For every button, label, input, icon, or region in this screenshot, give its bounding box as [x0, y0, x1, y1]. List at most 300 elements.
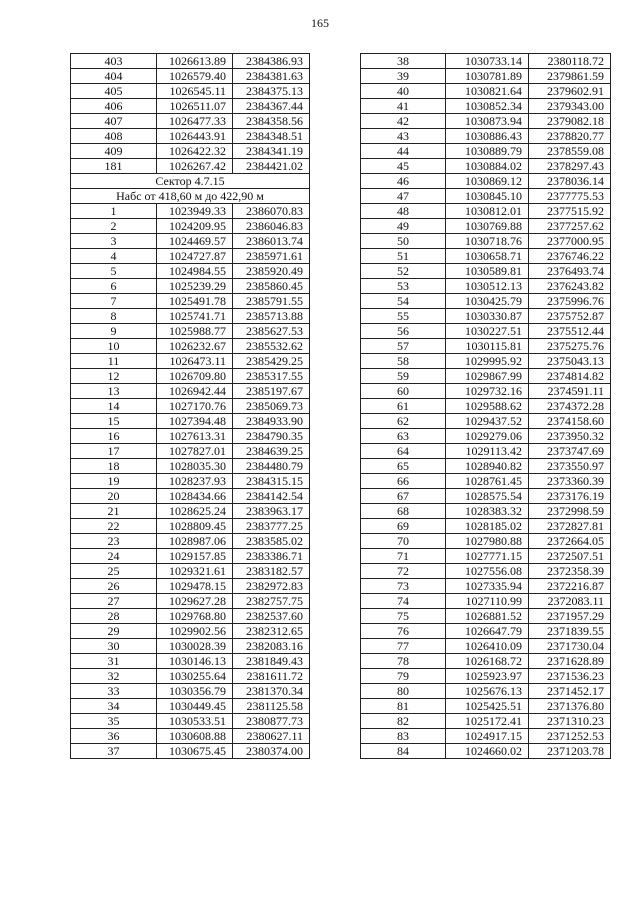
point-number-cell: 9	[71, 324, 157, 339]
x-coordinate-cell: 1030589.81	[446, 264, 529, 279]
table-row	[71, 159, 310, 174]
table-row	[71, 474, 310, 489]
table-row	[71, 204, 310, 219]
x-coordinate-cell: 1026422.32	[157, 144, 233, 159]
y-coordinate-cell: 2375752.87	[529, 309, 611, 324]
table-row	[361, 324, 611, 339]
y-coordinate-cell: 2385069.73	[233, 399, 310, 414]
y-coordinate-cell: 2373950.32	[529, 429, 611, 444]
sector-subtitle-row	[71, 189, 310, 204]
table-row	[361, 609, 611, 624]
x-coordinate-cell: 1030255.64	[157, 669, 233, 684]
y-coordinate-cell: 2371376.80	[529, 699, 611, 714]
y-coordinate-cell: 2384639.25	[233, 444, 310, 459]
x-coordinate-cell: 1030146.13	[157, 654, 233, 669]
x-coordinate-cell: 1028383.32	[446, 504, 529, 519]
table-row	[361, 429, 611, 444]
sector-title: Сектор 4.7.15	[71, 174, 310, 189]
y-coordinate-cell: 2375996.76	[529, 294, 611, 309]
table-row	[361, 564, 611, 579]
x-coordinate-cell: 1026477.33	[157, 114, 233, 129]
y-coordinate-cell: 2383777.25	[233, 519, 310, 534]
y-coordinate-cell: 2385791.55	[233, 294, 310, 309]
y-coordinate-cell: 2371730.04	[529, 639, 611, 654]
x-coordinate-cell: 1028434.66	[157, 489, 233, 504]
point-number-cell: 12	[71, 369, 157, 384]
x-coordinate-cell: 1029321.61	[157, 564, 233, 579]
point-number-cell: 5	[71, 264, 157, 279]
table-row	[71, 84, 310, 99]
point-number-cell: 70	[361, 534, 446, 549]
table-row	[361, 699, 611, 714]
y-coordinate-cell: 2378036.14	[529, 174, 611, 189]
y-coordinate-cell: 2371628.89	[529, 654, 611, 669]
table-row	[71, 549, 310, 564]
y-coordinate-cell: 2384381.63	[233, 69, 310, 84]
table-row	[71, 624, 310, 639]
x-coordinate-cell: 1030821.64	[446, 84, 529, 99]
table-row	[361, 669, 611, 684]
x-coordinate-cell: 1027335.94	[446, 579, 529, 594]
y-coordinate-cell: 2385860.45	[233, 279, 310, 294]
y-coordinate-cell: 2384142.54	[233, 489, 310, 504]
y-coordinate-cell: 2380374.00	[233, 744, 310, 759]
point-number-cell: 76	[361, 624, 446, 639]
y-coordinate-cell: 2371252.53	[529, 729, 611, 744]
point-number-cell: 82	[361, 714, 446, 729]
table-row	[71, 444, 310, 459]
y-coordinate-cell: 2372083.11	[529, 594, 611, 609]
y-coordinate-cell: 2385532.62	[233, 339, 310, 354]
y-coordinate-cell: 2374372.28	[529, 399, 611, 414]
point-number-cell: 28	[71, 609, 157, 624]
point-number-cell: 30	[71, 639, 157, 654]
point-number-cell: 40	[361, 84, 446, 99]
point-number-cell: 79	[361, 669, 446, 684]
table-row	[71, 639, 310, 654]
x-coordinate-cell: 1026942.44	[157, 384, 233, 399]
point-number-cell: 57	[361, 339, 446, 354]
x-coordinate-cell: 1024660.02	[446, 744, 529, 759]
x-coordinate-cell: 1024469.57	[157, 234, 233, 249]
table-row	[71, 414, 310, 429]
table-row	[71, 339, 310, 354]
table-row	[361, 234, 611, 249]
x-coordinate-cell: 1030425.79	[446, 294, 529, 309]
point-number-cell: 38	[361, 54, 446, 69]
table-row	[71, 714, 310, 729]
y-coordinate-cell: 2385713.88	[233, 309, 310, 324]
point-number-cell: 1	[71, 204, 157, 219]
table-row	[71, 654, 310, 669]
y-coordinate-cell: 2383585.02	[233, 534, 310, 549]
y-coordinate-cell: 2385971.61	[233, 249, 310, 264]
x-coordinate-cell: 1025988.77	[157, 324, 233, 339]
table-row	[71, 744, 310, 759]
y-coordinate-cell: 2385627.53	[233, 324, 310, 339]
point-number-cell: 56	[361, 324, 446, 339]
y-coordinate-cell: 2372664.05	[529, 534, 611, 549]
x-coordinate-cell: 1026579.40	[157, 69, 233, 84]
point-number-cell: 59	[361, 369, 446, 384]
table-row	[71, 429, 310, 444]
point-number-cell: 44	[361, 144, 446, 159]
point-number-cell: 17	[71, 444, 157, 459]
y-coordinate-cell: 2377257.62	[529, 219, 611, 234]
point-number-cell: 35	[71, 714, 157, 729]
table-row	[361, 279, 611, 294]
x-coordinate-cell: 1028987.06	[157, 534, 233, 549]
point-number-cell: 47	[361, 189, 446, 204]
point-number-cell: 22	[71, 519, 157, 534]
table-row	[361, 219, 611, 234]
x-coordinate-cell: 1026881.52	[446, 609, 529, 624]
table-row	[71, 234, 310, 249]
point-number-cell: 25	[71, 564, 157, 579]
sector-header	[71, 174, 310, 204]
point-number-cell: 16	[71, 429, 157, 444]
point-number-cell: 6	[71, 279, 157, 294]
x-coordinate-cell: 1027613.31	[157, 429, 233, 444]
y-coordinate-cell: 2382972.83	[233, 579, 310, 594]
x-coordinate-cell: 1027827.01	[157, 444, 233, 459]
y-coordinate-cell: 2373747.69	[529, 444, 611, 459]
table-row	[361, 339, 611, 354]
x-coordinate-cell: 1030884.02	[446, 159, 529, 174]
x-coordinate-cell: 1026232.67	[157, 339, 233, 354]
point-number-cell: 26	[71, 579, 157, 594]
table-row	[361, 594, 611, 609]
y-coordinate-cell: 2383963.17	[233, 504, 310, 519]
x-coordinate-cell: 1026410.09	[446, 639, 529, 654]
x-coordinate-cell: 1029995.92	[446, 354, 529, 369]
table-row	[361, 744, 611, 759]
x-coordinate-cell: 1027980.88	[446, 534, 529, 549]
point-number-cell: 49	[361, 219, 446, 234]
table-row	[71, 294, 310, 309]
table-row	[71, 369, 310, 384]
table-row	[361, 654, 611, 669]
table-row	[71, 144, 310, 159]
y-coordinate-cell: 2378297.43	[529, 159, 611, 174]
y-coordinate-cell: 2380627.11	[233, 729, 310, 744]
y-coordinate-cell: 2372827.81	[529, 519, 611, 534]
x-coordinate-cell: 1027771.15	[446, 549, 529, 564]
table-row	[361, 354, 611, 369]
table-row	[361, 84, 611, 99]
point-number-cell: 34	[71, 699, 157, 714]
y-coordinate-cell: 2371310.23	[529, 714, 611, 729]
point-number-cell: 4	[71, 249, 157, 264]
x-coordinate-cell: 1030330.87	[446, 309, 529, 324]
table-row	[361, 174, 611, 189]
y-coordinate-cell: 2384358.56	[233, 114, 310, 129]
x-coordinate-cell: 1023949.33	[157, 204, 233, 219]
y-coordinate-cell: 2382537.60	[233, 609, 310, 624]
x-coordinate-cell: 1029867.99	[446, 369, 529, 384]
y-coordinate-cell: 2375043.13	[529, 354, 611, 369]
x-coordinate-cell: 1028237.93	[157, 474, 233, 489]
point-number-cell: 27	[71, 594, 157, 609]
table-row	[71, 249, 310, 264]
point-number-cell: 73	[361, 579, 446, 594]
x-coordinate-cell: 1030115.81	[446, 339, 529, 354]
table-row	[361, 384, 611, 399]
y-coordinate-cell: 2373176.19	[529, 489, 611, 504]
x-coordinate-cell: 1027170.76	[157, 399, 233, 414]
y-coordinate-cell: 2380877.73	[233, 714, 310, 729]
y-coordinate-cell: 2378820.77	[529, 129, 611, 144]
x-coordinate-cell: 1025923.97	[446, 669, 529, 684]
left-table-body-before	[71, 54, 310, 174]
table-row	[361, 204, 611, 219]
point-number-cell: 19	[71, 474, 157, 489]
table-row	[71, 609, 310, 624]
x-coordinate-cell: 1028940.82	[446, 459, 529, 474]
point-number-cell: 14	[71, 399, 157, 414]
point-number-cell: 31	[71, 654, 157, 669]
table-row	[71, 729, 310, 744]
x-coordinate-cell: 1030869.12	[446, 174, 529, 189]
table-row	[361, 294, 611, 309]
point-number-cell: 406	[71, 99, 157, 114]
x-coordinate-cell: 1027394.48	[157, 414, 233, 429]
x-coordinate-cell: 1030449.45	[157, 699, 233, 714]
x-coordinate-cell: 1030769.88	[446, 219, 529, 234]
x-coordinate-cell: 1025491.78	[157, 294, 233, 309]
table-row	[361, 69, 611, 84]
table-row	[71, 129, 310, 144]
point-number-cell: 83	[361, 729, 446, 744]
y-coordinate-cell: 2382312.65	[233, 624, 310, 639]
y-coordinate-cell: 2383182.57	[233, 564, 310, 579]
right-coordinates-table	[360, 53, 611, 759]
x-coordinate-cell: 1028035.30	[157, 459, 233, 474]
table-row	[361, 639, 611, 654]
point-number-cell: 80	[361, 684, 446, 699]
y-coordinate-cell: 2376746.22	[529, 249, 611, 264]
x-coordinate-cell: 1030889.79	[446, 144, 529, 159]
table-row	[361, 144, 611, 159]
x-coordinate-cell: 1029279.06	[446, 429, 529, 444]
y-coordinate-cell: 2384348.51	[233, 129, 310, 144]
point-number-cell: 7	[71, 294, 157, 309]
point-number-cell: 45	[361, 159, 446, 174]
y-coordinate-cell: 2371957.29	[529, 609, 611, 624]
point-number-cell: 15	[71, 414, 157, 429]
point-number-cell: 78	[361, 654, 446, 669]
table-row	[71, 534, 310, 549]
x-coordinate-cell: 1030675.45	[157, 744, 233, 759]
x-coordinate-cell: 1026511.07	[157, 99, 233, 114]
table-row	[361, 504, 611, 519]
table-row	[361, 54, 611, 69]
point-number-cell: 11	[71, 354, 157, 369]
point-number-cell: 33	[71, 684, 157, 699]
table-row	[361, 249, 611, 264]
table-row	[71, 564, 310, 579]
x-coordinate-cell: 1030028.39	[157, 639, 233, 654]
x-coordinate-cell: 1030733.14	[446, 54, 529, 69]
y-coordinate-cell: 2384790.35	[233, 429, 310, 444]
point-number-cell: 2	[71, 219, 157, 234]
point-number-cell: 10	[71, 339, 157, 354]
point-number-cell: 81	[361, 699, 446, 714]
table-row	[361, 489, 611, 504]
point-number-cell: 404	[71, 69, 157, 84]
y-coordinate-cell: 2386013.74	[233, 234, 310, 249]
y-coordinate-cell: 2376493.74	[529, 264, 611, 279]
x-coordinate-cell: 1024917.15	[446, 729, 529, 744]
x-coordinate-cell: 1025172.41	[446, 714, 529, 729]
table-row	[361, 369, 611, 384]
table-row	[71, 279, 310, 294]
point-number-cell: 409	[71, 144, 157, 159]
x-coordinate-cell: 1030608.88	[157, 729, 233, 744]
y-coordinate-cell: 2372216.87	[529, 579, 611, 594]
point-number-cell: 64	[361, 444, 446, 459]
page-number: 165	[311, 16, 329, 30]
point-number-cell: 13	[71, 384, 157, 399]
table-row	[361, 684, 611, 699]
table-row	[71, 699, 310, 714]
y-coordinate-cell: 2379343.00	[529, 99, 611, 114]
x-coordinate-cell: 1029437.52	[446, 414, 529, 429]
y-coordinate-cell: 2374158.60	[529, 414, 611, 429]
point-number-cell: 48	[361, 204, 446, 219]
table-row	[71, 504, 310, 519]
x-coordinate-cell: 1029768.80	[157, 609, 233, 624]
point-number-cell: 407	[71, 114, 157, 129]
table-row	[71, 324, 310, 339]
x-coordinate-cell: 1030227.51	[446, 324, 529, 339]
y-coordinate-cell: 2386070.83	[233, 204, 310, 219]
y-coordinate-cell: 2377515.92	[529, 204, 611, 219]
point-number-cell: 65	[361, 459, 446, 474]
table-row	[361, 159, 611, 174]
y-coordinate-cell: 2382083.16	[233, 639, 310, 654]
table-row	[361, 474, 611, 489]
x-coordinate-cell: 1028575.54	[446, 489, 529, 504]
y-coordinate-cell: 2382757.75	[233, 594, 310, 609]
table-row	[71, 114, 310, 129]
table-row	[361, 624, 611, 639]
y-coordinate-cell: 2385317.55	[233, 369, 310, 384]
point-number-cell: 32	[71, 669, 157, 684]
point-number-cell: 24	[71, 549, 157, 564]
y-coordinate-cell: 2383386.71	[233, 549, 310, 564]
point-number-cell: 61	[361, 399, 446, 414]
table-row	[71, 264, 310, 279]
y-coordinate-cell: 2371839.55	[529, 624, 611, 639]
x-coordinate-cell: 1026545.11	[157, 84, 233, 99]
point-number-cell: 408	[71, 129, 157, 144]
y-coordinate-cell: 2372358.39	[529, 564, 611, 579]
x-coordinate-cell: 1028185.02	[446, 519, 529, 534]
point-number-cell: 67	[361, 489, 446, 504]
table-row	[71, 594, 310, 609]
x-coordinate-cell: 1030845.10	[446, 189, 529, 204]
point-number-cell: 62	[361, 414, 446, 429]
table-row	[71, 519, 310, 534]
table-row	[361, 549, 611, 564]
table-row	[361, 414, 611, 429]
point-number-cell: 72	[361, 564, 446, 579]
x-coordinate-cell: 1029627.28	[157, 594, 233, 609]
sector-title-row	[71, 174, 310, 189]
y-coordinate-cell: 2381370.34	[233, 684, 310, 699]
x-coordinate-cell: 1030658.71	[446, 249, 529, 264]
y-coordinate-cell: 2375512.44	[529, 324, 611, 339]
point-number-cell: 69	[361, 519, 446, 534]
y-coordinate-cell: 2386046.83	[233, 219, 310, 234]
x-coordinate-cell: 1025676.13	[446, 684, 529, 699]
table-row	[71, 69, 310, 84]
x-coordinate-cell: 1025239.29	[157, 279, 233, 294]
right-table-body	[361, 54, 611, 759]
x-coordinate-cell: 1025425.51	[446, 699, 529, 714]
y-coordinate-cell: 2384421.02	[233, 159, 310, 174]
table-row	[361, 714, 611, 729]
y-coordinate-cell: 2384315.15	[233, 474, 310, 489]
y-coordinate-cell: 2384375.13	[233, 84, 310, 99]
table-row	[71, 384, 310, 399]
point-number-cell: 84	[361, 744, 446, 759]
point-number-cell: 58	[361, 354, 446, 369]
y-coordinate-cell: 2375275.76	[529, 339, 611, 354]
point-number-cell: 20	[71, 489, 157, 504]
point-number-cell: 63	[361, 429, 446, 444]
point-number-cell: 50	[361, 234, 446, 249]
point-number-cell: 3	[71, 234, 157, 249]
table-row	[361, 114, 611, 129]
point-number-cell: 68	[361, 504, 446, 519]
x-coordinate-cell: 1024727.87	[157, 249, 233, 264]
point-number-cell: 42	[361, 114, 446, 129]
point-number-cell: 74	[361, 594, 446, 609]
y-coordinate-cell: 2374591.11	[529, 384, 611, 399]
table-row	[71, 54, 310, 69]
point-number-cell: 41	[361, 99, 446, 114]
y-coordinate-cell: 2373360.39	[529, 474, 611, 489]
x-coordinate-cell: 1030812.01	[446, 204, 529, 219]
table-row	[71, 399, 310, 414]
y-coordinate-cell: 2379602.91	[529, 84, 611, 99]
table-row	[71, 354, 310, 369]
x-coordinate-cell: 1026443.91	[157, 129, 233, 144]
table-row	[361, 99, 611, 114]
y-coordinate-cell: 2371452.17	[529, 684, 611, 699]
point-number-cell: 29	[71, 624, 157, 639]
table-row	[71, 489, 310, 504]
y-coordinate-cell: 2372507.51	[529, 549, 611, 564]
x-coordinate-cell: 1029902.56	[157, 624, 233, 639]
point-number-cell: 66	[361, 474, 446, 489]
y-coordinate-cell: 2384480.79	[233, 459, 310, 474]
x-coordinate-cell: 1026473.11	[157, 354, 233, 369]
point-number-cell: 53	[361, 279, 446, 294]
point-number-cell: 52	[361, 264, 446, 279]
table-row	[71, 309, 310, 324]
table-row	[361, 534, 611, 549]
x-coordinate-cell: 1030356.79	[157, 684, 233, 699]
y-coordinate-cell: 2384367.44	[233, 99, 310, 114]
table-row	[71, 579, 310, 594]
y-coordinate-cell: 2385197.67	[233, 384, 310, 399]
point-number-cell: 403	[71, 54, 157, 69]
point-number-cell: 71	[361, 549, 446, 564]
point-number-cell: 23	[71, 534, 157, 549]
